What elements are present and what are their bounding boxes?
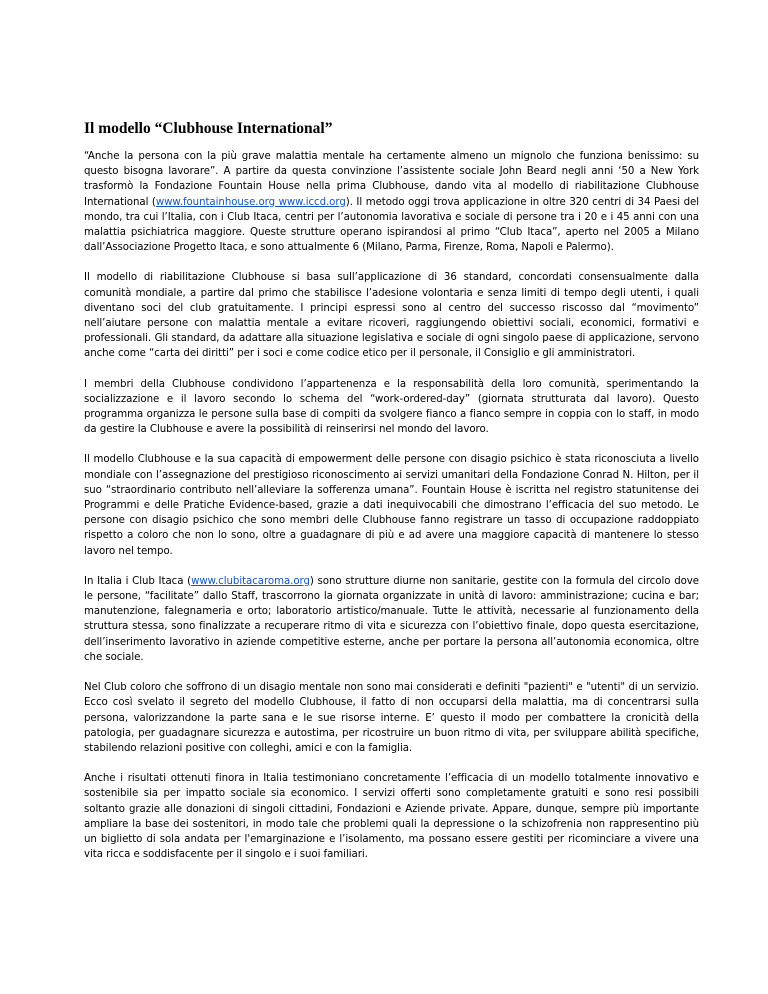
paragraph-1-text-a: “Anche la persona con la più grave malattia mentale ha certamente almeno un mignolo che funziona benissimo: su questo bisogna lavorare”. A partire da questa convinzione l’assistente sociale John Beard negli anni ‘50 a New York trasformò la Fondazione Fountain House nella prima Clubhouse, dando vita al modello di riabilitazione Clubhouse International ( — [84, 151, 699, 208]
paragraph-6: Nel Club coloro che soffrono di un disagio mentale non sono mai considerati e definiti "pazienti" e "utenti" di un servizio. Ecco così svelato il segreto del modello Clubhouse, il fatto di non occuparsi della malattia, ma di concentrarsi sulla persona, valorizzandone la parte sana e le sue risorse interne. E’ questo il modo per combattere la cronicità della patologia, per guadagnare sicurezza e autostima, per ricostruire un buon ritmo di vita, per sviluppare abilità specifiche, stabilendo relazioni positive con colleghi, amici e con la famiglia. — [84, 682, 699, 754]
paragraph-1-text-b: ). Il metodo oggi trova applicazione in oltre 320 centri di 34 Paesi del mondo, tra cui l’Italia, con i Club Itaca, centri per l’autonomia lavorativa e sociale di persone tra i 20 e i 45 anni con una malattia psichiatrica maggiore. Queste strutture operano ispirandosi al primo “Club Itaca”, aperto nel 2005 a Milano dall’Associazione Progetto Itaca, e sono attualmente 6 (Milano, Parma, Firenze, Roma, Napoli e Palermo). — [84, 196, 700, 254]
paragraph-5-text-b: ) sono strutture diurne non sanitarie, gestite con la formula del circolo dove le persone, “facilitate” dallo Staff, trascorrono la giornata organizzate in unità di lavoro: amministrazione; cucina e bar; manutenzione, falegnameria e orto; laboratorio artistico/manuale. Tutte le attività, necessarie al funzionamento della struttura stessa, sono finalizzate a recuperare ritmo di vita e sicurezza con l’obiettivo finale, dopo questa esercitazione, dell’inserimento lavorativo in aziende competitive esterne, anche per portare la persona all’autonomia economica, oltre che sociale. — [84, 575, 700, 663]
document-title: Il modello “Clubhouse International” — [84, 120, 333, 137]
paragraph-4: Il modello Clubhouse e la sua capacità di empowerment delle persone con disagio psichico è stata riconosciuta a livello mondiale con l’assegnazione del prestigioso riconoscimento ai servizi umanitari della Fondazione Conrad N. Hilton, per il suo “straordinario contributo nell’alleviare la sofferenza umana”. Fountain House è iscritta nel registro statunitense dei Programmi e delle Pratiche Evidence-based, grazie a dati inequivocabili che dimostrano l’efficacia del suo metodo. Le persone con disagio psichico che sono membri delle Clubhouse fanno registrare un tasso di occupazione raddoppiato rispetto a coloro che non lo sono, oltre a guadagnare di più e ad avere una maggiore capacità di mantenere lo stesso lavoro nel tempo. — [84, 454, 699, 557]
paragraph-5-text-a: In Italia i Club Itaca ( — [84, 575, 192, 587]
paragraph-5 — [84, 574, 699, 665]
clubitacaroma-link[interactable]: www.clubitacaroma.org — [191, 575, 310, 587]
document-page — [84, 120, 699, 877]
paragraph-3: I membri della Clubhouse condividono l’appartenenza e la responsabilità della loro comunità, sperimentando la socializzazione e il lavoro secondo lo schema del “work-ordered-day” (giornata strutturata dal lavoro). Questo programma organizza le persone sulla base di compiti da svolgere fianco a fianco sempre in coppia con lo staff, in modo da gestire la Clubhouse e avere la possibilità di reinserirsi nel mondo del lavoro. — [84, 378, 699, 436]
paragraph-1 — [84, 149, 699, 255]
paragraph-7: Anche i risultati ottenuti finora in Italia testimoniano concretamente l’efficacia di un modello totalmente innovativo e sostenibile sia per impatto sociale sia economico. I servizi offerti sono completamente gratuiti e sono resi possibili soltanto grazie alle donazioni di singoli cittadini, Fondazioni e Aziende private. Appare, dunque, sempre più importante ampliare la base dei sostenitori, in modo tale che problemi quali la depressione o la schizofrenia non rappresentino più un biglietto di sola andata per l'emarginazione e l’isolamento, ma possano essere gestiti per ricominciare a vivere una vita ricca e soddisfacente per il singolo e i suoi familiari. — [84, 773, 699, 861]
paragraph-2: Il modello di riabilitazione Clubhouse si basa sull’applicazione di 36 standard, concordati consensualmente dalla comunità mondiale, a partire dal primo che stabilisce l’adesione volontaria e senza limiti di tempo degli utenti, i quali diventano soci del club gratuitamente. I principi espressi sono al centro del successo riscosso dal “movimento” nell’aiutare persone con malattia mentale a evitare ricoveri, raggiungendo obiettivi sociali, economici, formativi e professionali. Gli standard, da adattare alla situazione legislativa e sociale di ogni singolo paese di applicazione, servono anche come “carta dei diritti” per i soci e come codice etico per il personale, il Consiglio e gli amministratori. — [84, 272, 699, 360]
fountainhouse-iccd-link[interactable]: www.fountainhouse.org www.iccd.org — [155, 196, 346, 208]
